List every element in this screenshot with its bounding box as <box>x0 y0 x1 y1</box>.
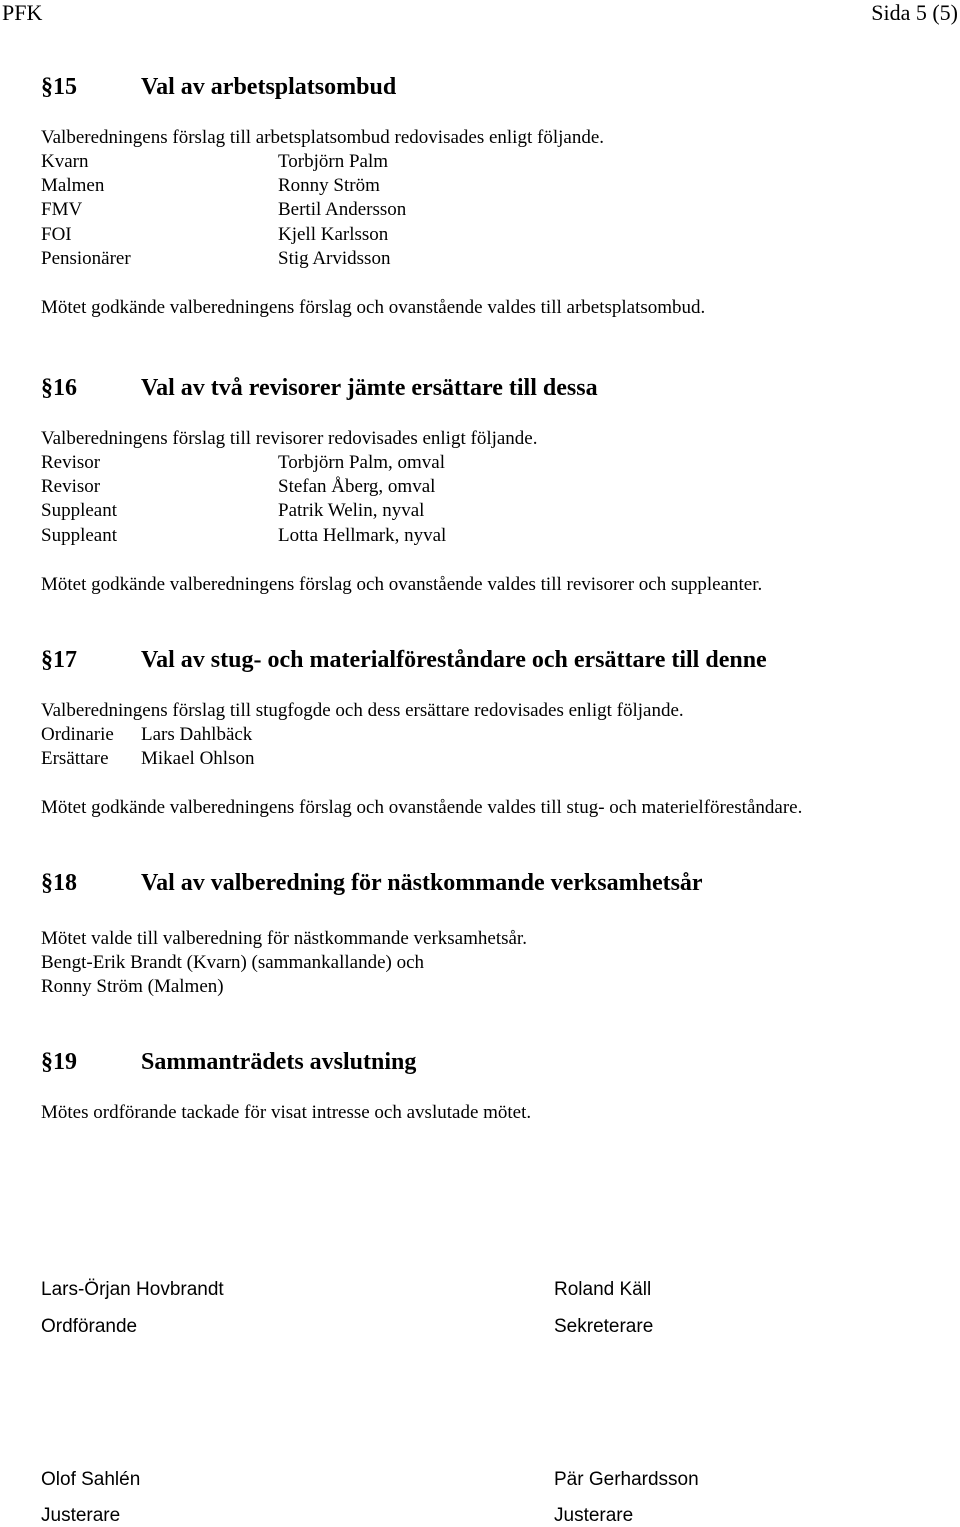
row-label: Revisor <box>41 452 101 473</box>
row-label: Pensionärer <box>41 248 131 269</box>
row-value: Mikael Ohlson <box>141 748 255 769</box>
section-18-line: Mötet valde till valberedning för nästkommande verksamhetsår. <box>41 928 527 949</box>
section-number: §16 <box>41 375 77 401</box>
section-17-outro: Mötet godkände valberedningens förslag och ovanstående valdes till stug- och materielföreståndare. <box>41 797 803 818</box>
signature-role: Justerare <box>554 1505 634 1526</box>
row-value: Torbjörn Palm, omval <box>278 452 446 473</box>
section-15-intro: Valberedningens förslag till arbetsplatsombud redovisades enligt följande. <box>41 127 604 148</box>
row-value: Stig Arvidsson <box>278 248 391 269</box>
row-label: Ordinarie <box>41 724 114 745</box>
section-number: §17 <box>41 647 77 673</box>
row-value: Kjell Karlsson <box>278 224 389 245</box>
row-label: FOI <box>41 224 72 245</box>
row-label: Revisor <box>41 476 101 497</box>
row-value: Stefan Åberg, omval <box>278 476 436 497</box>
section-title: Val av två revisorer jämte ersättare till dessa <box>141 375 598 401</box>
section-17-intro: Valberedningens förslag till stugfogde och dess ersättare redovisades enligt följande. <box>41 700 684 721</box>
signature-name: Roland Käll <box>554 1279 652 1300</box>
row-value: Lotta Hellmark, nyval <box>278 525 447 546</box>
section-19-line: Mötes ordförande tackade för visat intresse och avslutade mötet. <box>41 1102 532 1123</box>
section-title: Sammanträdets avslutning <box>141 1049 417 1075</box>
row-value: Patrik Welin, nyval <box>278 500 425 521</box>
section-number: §18 <box>41 870 77 896</box>
section-title: Val av arbetsplatsombud <box>141 74 397 100</box>
section-number: §19 <box>41 1049 77 1075</box>
header-left: PFK <box>2 0 43 25</box>
section-title: Val av valberedning för nästkommande verksamhetsår <box>141 870 703 896</box>
row-label: Ersättare <box>41 748 109 769</box>
signature-role: Sekreterare <box>554 1316 654 1337</box>
row-value: Bertil Andersson <box>278 199 407 220</box>
section-15-outro: Mötet godkände valberedningens förslag och ovanstående valdes till arbetsplatsombud. <box>41 297 706 318</box>
section-18-line: Ronny Ström (Malmen) <box>41 976 224 997</box>
row-label: Suppleant <box>41 525 117 546</box>
signature-name: Olof Sahlén <box>41 1469 141 1490</box>
row-value: Ronny Ström <box>278 175 380 196</box>
signature-name: Lars-Örjan Hovbrandt <box>41 1279 224 1300</box>
row-label: Suppleant <box>41 500 117 521</box>
signature-role: Ordförande <box>41 1316 138 1337</box>
header-page-number: Sida 5 (5) <box>871 0 958 25</box>
section-16-intro: Valberedningens förslag till revisorer redovisades enligt följande. <box>41 428 538 449</box>
row-label: Kvarn <box>41 151 89 172</box>
section-title: Val av stug- och materialföreståndare och ersättare till denne <box>141 647 767 673</box>
row-value: Lars Dahlbäck <box>141 724 253 745</box>
row-label: FMV <box>41 199 83 220</box>
signature-role: Justerare <box>41 1505 121 1526</box>
row-value: Torbjörn Palm <box>278 151 389 172</box>
section-16-outro: Mötet godkände valberedningens förslag och ovanstående valdes till revisorer och suppleanter. <box>41 574 763 595</box>
section-number: §15 <box>41 74 77 100</box>
section-18-line: Bengt-Erik Brandt (Kvarn) (sammankallande) och <box>41 952 425 973</box>
signature-name: Pär Gerhardsson <box>554 1469 699 1490</box>
row-label: Malmen <box>41 175 105 196</box>
